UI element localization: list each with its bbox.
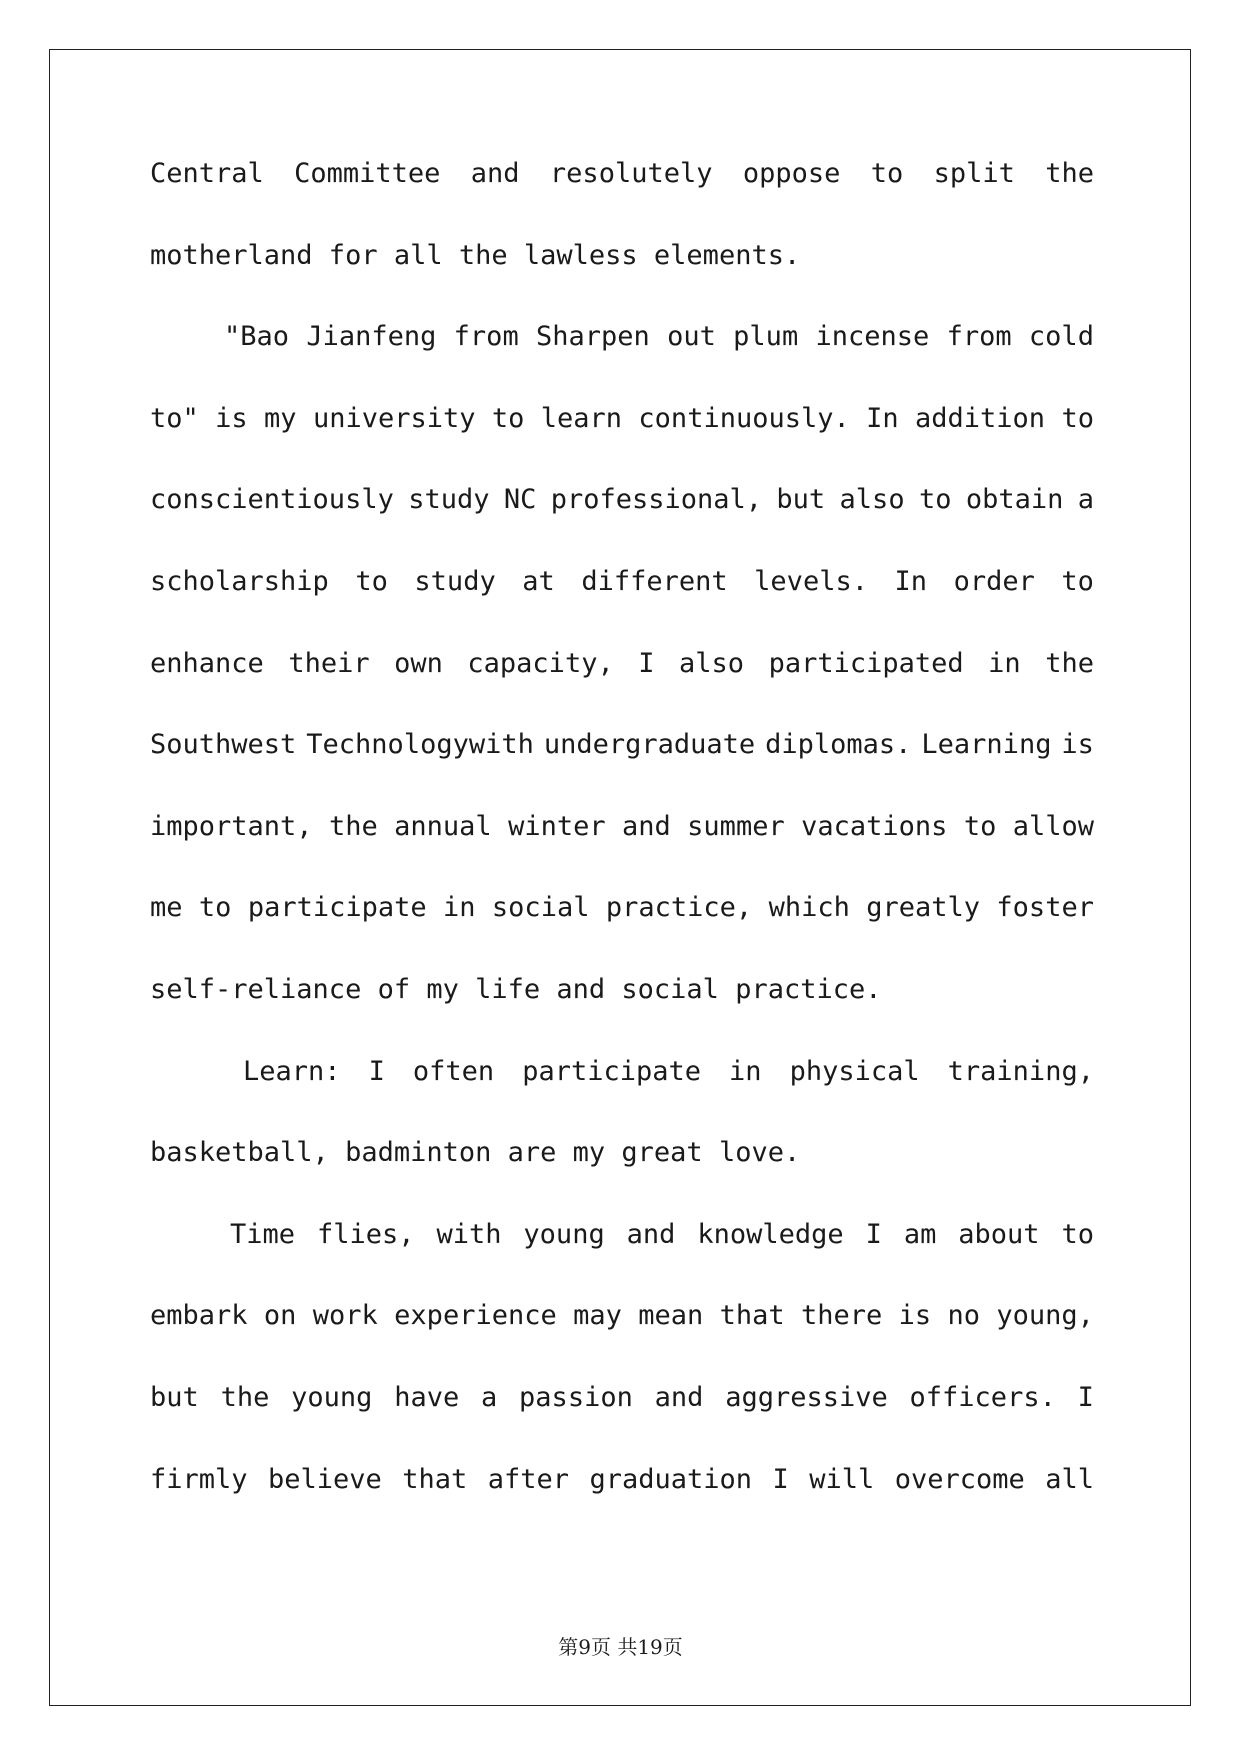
text-line: me to participate in social practice, which greatly foster <box>150 892 1094 924</box>
text-line: to" is my university to learn continuously. In addition to <box>150 402 1094 434</box>
text-line: but the young have a passion and aggressive officers. I <box>150 1381 1094 1413</box>
text-line: "Bao Jianfeng from Sharpen out plum incense from cold <box>224 321 1094 353</box>
text-line: Time flies, with young and knowledge I am about to <box>230 1218 1094 1250</box>
text-line: Southwest Technologywith undergraduate diplomas. Learning is <box>150 729 1094 761</box>
text-line: Central Committee and resolutely oppose to split the <box>150 158 1094 189</box>
text-line: Learn: I often participate in physical training, <box>243 1055 1094 1087</box>
text-line: motherland for all the lawless elements. <box>150 239 801 271</box>
text-line: basketball, badminton are my great love. <box>150 1137 801 1169</box>
text-line: conscientiously study NC professional, but also to obtain a <box>150 484 1094 516</box>
text-line: scholarship to study at different levels. In order to <box>150 565 1094 597</box>
text-line: enhance their own capacity, I also participated in the <box>150 647 1094 679</box>
text-line: firmly believe that after graduation I will overcome all <box>150 1463 1094 1495</box>
page-number-footer: 第9页 共19页 <box>558 1635 683 1659</box>
text-line: self-reliance of my life and social practice. <box>150 973 882 1005</box>
text-line: important, the annual winter and summer vacations to allow <box>150 810 1094 842</box>
text-line: embark on work experience may mean that there is no young, <box>150 1300 1094 1332</box>
document-body <box>150 160 1094 1547</box>
